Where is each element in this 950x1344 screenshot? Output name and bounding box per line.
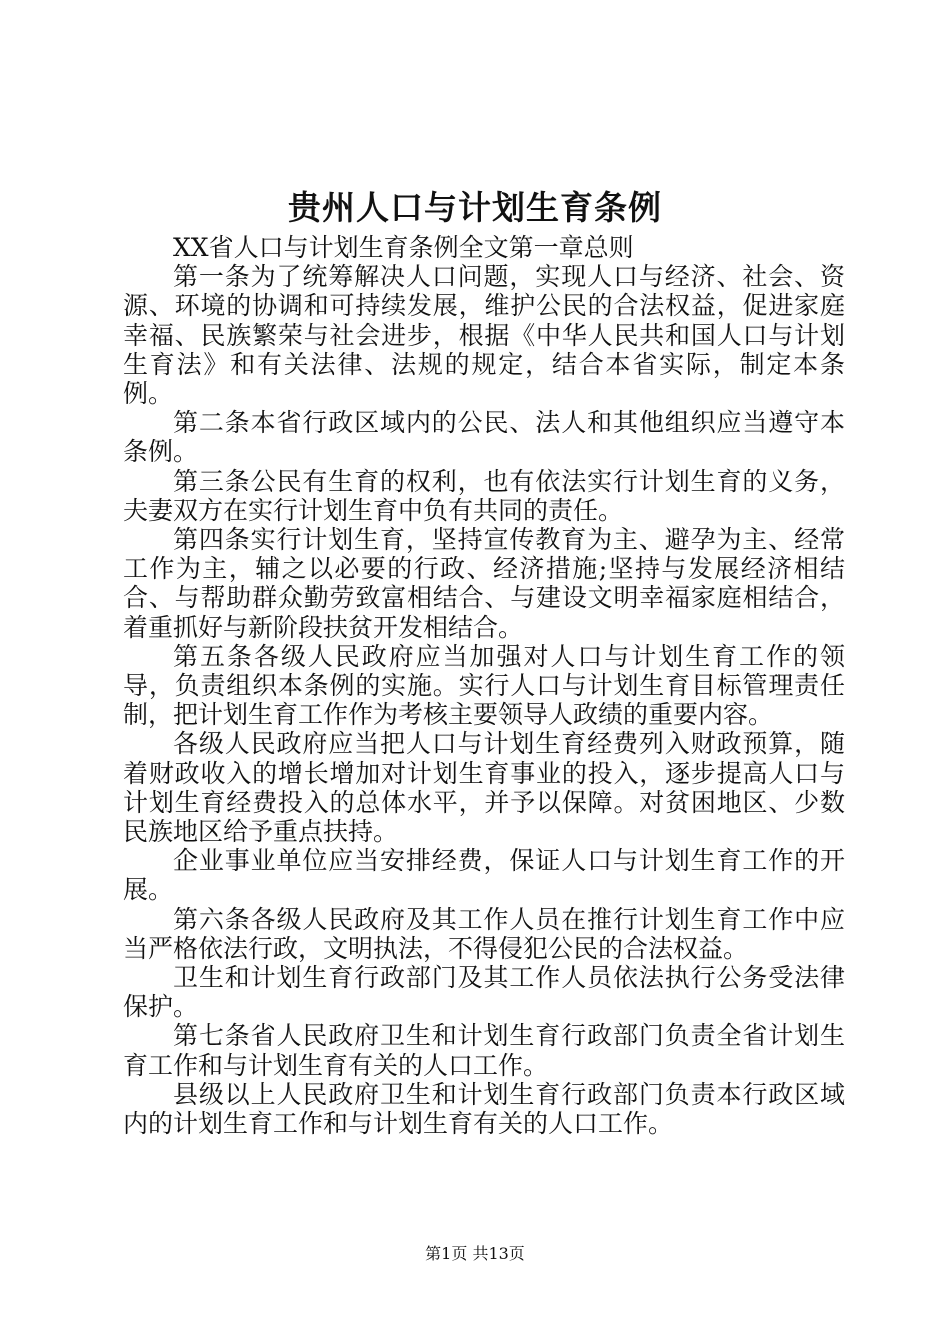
- page-number-footer: 第1页 共13页: [425, 1244, 525, 1263]
- paragraph-intro: XX省人口与计划生育条例全文第一章总则: [173, 233, 634, 262]
- document-body: [123, 233, 845, 1138]
- paragraph-article-2: 第二条本省行政区域内的公民、法人和其他组织应当遵守本条例。: [123, 408, 845, 467]
- paragraph-article-5-enterprises: 企业事业单位应当安排经费，保证人口与计划生育工作的开展。: [123, 846, 845, 905]
- paragraph-article-5: 第五条各级人民政府应当加强对人口与计划生育工作的领导，负责组织本条例的实施。实行人口与计划生育目标管理责任制，把计划生育工作作为考核主要领导人政绩的重要内容。: [123, 641, 845, 730]
- paragraph-article-6: 第六条各级人民政府及其工作人员在推行计划生育工作中应当严格依法行政，文明执法，不得侵犯公民的合法权益。: [123, 904, 845, 963]
- paragraph-article-6-protection: 卫生和计划生育行政部门及其工作人员依法执行公务受法律保护。: [123, 963, 845, 1022]
- paragraph-article-7: 第七条省人民政府卫生和计划生育行政部门负责全省计划生育工作和与计划生育有关的人口工作。: [123, 1021, 845, 1080]
- paragraph-article-5-funding: 各级人民政府应当把人口与计划生育经费列入财政预算，随着财政收入的增长增加对计划生育事业的投入，逐步提高人口与计划生育经费投入的总体水平，并予以保障。对贫困地区、少数民族地区给予重点扶持。: [123, 729, 845, 847]
- document-title: 贵州人口与计划生育条例: [288, 188, 662, 227]
- paragraph-article-3: 第三条公民有生育的权利，也有依法实行计划生育的义务，夫妻双方在实行计划生育中负有共同的责任。: [123, 466, 845, 525]
- paragraph-article-1: 第一条为了统筹解决人口问题，实现人口与经济、社会、资源、环境的协调和可持续发展，维护公民的合法权益，促进家庭幸福、民族繁荣与社会进步，根据《中华人民共和国人口与计划生育法》和有关法律、法规的规定，结合本省实际，制定本条例。: [123, 262, 845, 409]
- paragraph-article-4: 第四条实行计划生育，坚持宣传教育为主、避孕为主、经常工作为主，辅之以必要的行政、经济措施;坚持与发展经济相结合、与帮助群众勤劳致富相结合、与建设文明幸福家庭相结合，着重抓好与新阶段扶贫开发相结合。: [123, 525, 845, 642]
- paragraph-article-7-county: 县级以上人民政府卫生和计划生育行政部门负责本行政区域内的计划生育工作和与计划生育有关的人口工作。: [123, 1079, 845, 1139]
